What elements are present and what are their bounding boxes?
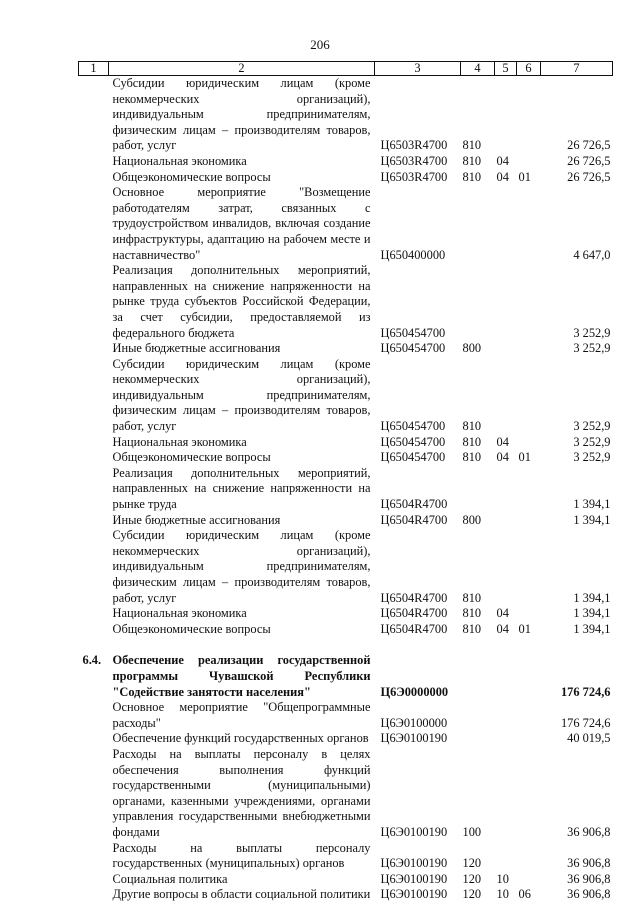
- row-expense-type-cell: 810: [462, 450, 482, 465]
- row-section-cell: 04: [496, 434, 509, 449]
- row-name-cell: Субсидии юридическим лицам (кроме некоммерческих организаций), индивидуальным предпринимателям, физическим лицам – производителям товаров, работ, услуг: [112, 528, 371, 605]
- row-section-cell: [495, 841, 517, 872]
- row-name-cell: Обеспечение функций государственных органов: [112, 731, 369, 746]
- header-row: [79, 62, 613, 76]
- row-amount-cell: 26 726,5: [567, 153, 611, 168]
- header-col-5: 5: [495, 62, 517, 76]
- table-row: [79, 731, 613, 747]
- table-row: [79, 357, 613, 435]
- row-code-cell: Ц6503R4700: [380, 169, 448, 184]
- row-amount-cell: 3 252,9: [573, 450, 611, 465]
- row-number-cell: [79, 622, 109, 638]
- row-section-cell: [495, 263, 517, 341]
- row-subsection-cell: 01: [518, 621, 531, 636]
- table-row: [79, 76, 613, 154]
- row-name-cell: Субсидии юридическим лицам (кроме некоммерческих организаций), индивидуальным предпринимателям, физическим лицам – производителям товаров, работ, услуг: [112, 76, 371, 153]
- spacer-cell: [79, 637, 613, 653]
- row-code-cell: Ц650454700: [380, 434, 446, 449]
- row-expense-type-cell: [461, 466, 495, 513]
- table-row: [79, 450, 613, 466]
- row-section-cell: [495, 76, 517, 154]
- row-subsection-cell: [517, 466, 541, 513]
- row-subsection-cell: [517, 872, 541, 888]
- row-amount-cell: 1 394,1: [573, 512, 611, 527]
- row-number-cell: [79, 341, 109, 357]
- row-section-cell: [495, 185, 517, 263]
- row-subsection-cell: [517, 841, 541, 872]
- row-expense-type-cell: [461, 731, 495, 747]
- row-name-cell: Основное мероприятие "Возмещение работодателям затрат, связанных с трудоустройством инвалидов, включая создание инфраструктуры, адаптацию на рабочем месте и наставничество": [112, 185, 371, 262]
- row-code-cell: Ц6Э0100190: [380, 856, 448, 871]
- row-code-cell: Ц6504R4700: [380, 621, 448, 636]
- row-name-cell: Общеэкономические вопросы: [112, 169, 271, 184]
- row-amount-cell: 1 394,1: [573, 497, 611, 512]
- row-code-cell: Ц6504R4700: [380, 590, 448, 605]
- row-amount-cell: 36 906,8: [567, 824, 611, 839]
- row-name-cell: Основное мероприятие "Общепрограммные расходы": [112, 700, 371, 730]
- row-subsection-cell: [517, 357, 541, 435]
- row-code-cell: Ц6Э0000000: [380, 684, 449, 699]
- row-section-cell: [495, 513, 517, 529]
- row-code-cell: Ц6Э0100190: [380, 824, 448, 839]
- row-amount-cell: 26 726,5: [567, 138, 611, 153]
- row-number-cell: [79, 154, 109, 170]
- row-expense-type-cell: 100: [462, 824, 482, 839]
- row-number-cell: [79, 357, 109, 435]
- row-subsection-cell: [517, 185, 541, 263]
- row-expense-type-cell: 120: [462, 871, 482, 886]
- header-col-1: 1: [79, 62, 109, 76]
- row-expense-type-cell: [461, 263, 495, 341]
- row-expense-type-cell: 810: [462, 419, 482, 434]
- row-code-cell: Ц650454700: [380, 450, 446, 465]
- row-number-cell: [79, 263, 109, 341]
- row-name-cell: Реализация дополнительных мероприятий, направленных на снижение напряженности на рынке труда: [112, 465, 371, 512]
- row-section-cell: [495, 731, 517, 747]
- row-section-cell: 04: [496, 169, 509, 184]
- row-name-cell: Другие вопросы в области социальной политики: [112, 887, 371, 902]
- row-code-cell: Ц6Э0100190: [380, 731, 448, 746]
- table-body: [79, 76, 613, 903]
- row-amount-cell: 1 394,1: [573, 621, 611, 636]
- row-expense-type-cell: 810: [462, 434, 482, 449]
- row-number-cell: [79, 606, 109, 622]
- row-name-cell: Национальная экономика: [112, 434, 247, 449]
- row-expense-type-cell: [461, 700, 495, 731]
- row-expense-type-cell: 800: [462, 341, 482, 356]
- row-number-cell: 6.4.: [82, 653, 102, 668]
- row-amount-cell: 3 252,9: [573, 434, 611, 449]
- row-subsection-cell: [517, 700, 541, 731]
- row-name-cell: Реализация дополнительных мероприятий, направленных на снижение напряженности на рынке труда субъектов Российской Федерации, за счет субсидии, предоставляемой из федерального бюджета: [112, 263, 371, 340]
- table-row: [79, 887, 613, 903]
- table-row: [79, 606, 613, 622]
- table-row: [79, 528, 613, 606]
- table-row: [79, 622, 613, 638]
- table-row: [79, 466, 613, 513]
- row-expense-type-cell: 810: [462, 590, 482, 605]
- budget-table-container: [78, 61, 612, 903]
- table-header: [79, 62, 613, 76]
- header-col-4: 4: [461, 62, 495, 76]
- row-name-cell: Общеэкономические вопросы: [112, 450, 271, 465]
- table-row: [79, 170, 613, 186]
- table-row: [79, 435, 613, 451]
- row-subsection-cell: [517, 76, 541, 154]
- row-number-cell: [79, 466, 109, 513]
- row-code-cell: Ц650400000: [380, 247, 446, 262]
- row-section-cell: 04: [496, 606, 509, 621]
- row-subsection-cell: [517, 341, 541, 357]
- page-number: 206: [310, 37, 330, 52]
- row-section-cell: 10: [496, 887, 509, 902]
- row-name-cell: Социальная политика: [112, 871, 228, 886]
- row-amount-cell: 1 394,1: [573, 590, 611, 605]
- row-section-cell: 04: [496, 450, 509, 465]
- header-col-3: 3: [375, 62, 461, 76]
- row-subsection-cell: [517, 653, 541, 700]
- row-amount-cell: 176 724,6: [560, 684, 611, 699]
- row-name-cell: Иные бюджетные ассигнования: [112, 341, 281, 356]
- table-row: [79, 700, 613, 731]
- row-subsection-cell: [517, 435, 541, 451]
- row-subsection-cell: [517, 747, 541, 841]
- row-subsection-cell: 01: [518, 450, 531, 465]
- row-section-cell: 04: [496, 153, 509, 168]
- budget-table: [78, 61, 613, 903]
- row-section-cell: [495, 528, 517, 606]
- table-row: [79, 154, 613, 170]
- row-code-cell: Ц6504R4700: [380, 512, 448, 527]
- row-amount-cell: 3 252,9: [573, 341, 611, 356]
- row-code-cell: Ц6Э0100190: [380, 871, 448, 886]
- row-amount-cell: 3 252,9: [573, 419, 611, 434]
- row-expense-type-cell: 810: [462, 621, 482, 636]
- row-section-cell: [495, 357, 517, 435]
- table-row: [79, 747, 613, 841]
- row-number-cell: [79, 528, 109, 606]
- row-name-cell: Субсидии юридическим лицам (кроме некоммерческих организаций), индивидуальным предпринимателям, физическим лицам – производителям товаров, работ, услуг: [112, 356, 371, 434]
- row-name-cell: Обеспечение реализации государственной программы Чувашской Республики "Содействие занятости населения": [112, 653, 371, 699]
- row-code-cell: Ц6503R4700: [380, 138, 448, 153]
- row-code-cell: Ц6Э0100000: [380, 715, 448, 730]
- row-number-cell: [79, 872, 109, 888]
- header-col-7: 7: [541, 62, 613, 76]
- row-number-cell: [79, 76, 109, 154]
- row-section-cell: [495, 747, 517, 841]
- row-subsection-cell: 06: [518, 887, 531, 902]
- row-subsection-cell: [517, 606, 541, 622]
- row-name-cell: Общеэкономические вопросы: [112, 621, 271, 636]
- row-amount-cell: 36 906,8: [567, 887, 611, 902]
- row-number-cell: [79, 700, 109, 731]
- row-amount-cell: 36 906,8: [567, 856, 611, 871]
- row-number-cell: [79, 887, 109, 903]
- row-expense-type-cell: 810: [462, 138, 482, 153]
- row-section-cell: [495, 466, 517, 513]
- table-row: [79, 872, 613, 888]
- row-amount-cell: 26 726,5: [567, 169, 611, 184]
- table-row: [79, 513, 613, 529]
- row-name-cell: Национальная экономика: [112, 153, 247, 168]
- row-number-cell: [79, 170, 109, 186]
- table-row: [79, 341, 613, 357]
- table-row: [79, 653, 613, 700]
- row-amount-cell: 40 019,5: [567, 731, 611, 746]
- row-number-cell: [79, 185, 109, 263]
- table-row: [79, 185, 613, 263]
- row-section-cell: [495, 653, 517, 700]
- row-subsection-cell: [517, 513, 541, 529]
- row-number-cell: [79, 513, 109, 529]
- row-amount-cell: 176 724,6: [560, 715, 611, 730]
- row-amount-cell: 1 394,1: [573, 606, 611, 621]
- row-number-cell: [79, 841, 109, 872]
- row-subsection-cell: [517, 528, 541, 606]
- row-number-cell: [79, 435, 109, 451]
- row-name-cell: Расходы на выплаты персоналу в целях обеспечения выполнения функций государственными (муниципальными) органами, казенными учреждениями, органами управления государственными внебюджетными фондами: [112, 746, 371, 839]
- row-expense-type-cell: [461, 653, 495, 700]
- row-subsection-cell: 01: [518, 169, 531, 184]
- row-number-cell: [79, 747, 109, 841]
- row-name-cell: Расходы на выплаты персоналу государственных (муниципальных) органов: [112, 840, 371, 871]
- row-section-cell: 04: [496, 621, 509, 636]
- row-amount-cell: 3 252,9: [573, 325, 611, 340]
- header-col-2: 2: [109, 62, 375, 76]
- row-code-cell: Ц6504R4700: [380, 497, 448, 512]
- row-expense-type-cell: 800: [462, 512, 482, 527]
- row-name-cell: Иные бюджетные ассигнования: [112, 512, 281, 527]
- row-code-cell: Ц650454700: [380, 419, 446, 434]
- row-expense-type-cell: 120: [462, 887, 482, 902]
- spacer-row: [79, 637, 613, 653]
- row-code-cell: Ц6503R4700: [380, 153, 448, 168]
- row-amount-cell: 4 647,0: [573, 247, 611, 262]
- row-name-cell: Национальная экономика: [112, 606, 247, 621]
- row-number-cell: [79, 450, 109, 466]
- row-section-cell: [495, 341, 517, 357]
- row-section-cell: 10: [496, 871, 509, 886]
- row-amount-cell: 36 906,8: [567, 871, 611, 886]
- row-subsection-cell: [517, 263, 541, 341]
- row-number-cell: [79, 731, 109, 747]
- table-row: [79, 841, 613, 872]
- row-expense-type-cell: 810: [462, 169, 482, 184]
- row-expense-type-cell: 810: [462, 606, 482, 621]
- row-subsection-cell: [517, 731, 541, 747]
- row-expense-type-cell: 120: [462, 856, 482, 871]
- row-code-cell: Ц650454700: [380, 325, 446, 340]
- row-expense-type-cell: [461, 185, 495, 263]
- row-code-cell: Ц6Э0100190: [380, 887, 448, 902]
- table-row: [79, 263, 613, 341]
- row-subsection-cell: [517, 154, 541, 170]
- header-col-6: 6: [517, 62, 541, 76]
- row-expense-type-cell: 810: [462, 153, 482, 168]
- row-code-cell: Ц650454700: [380, 341, 446, 356]
- row-code-cell: Ц6504R4700: [380, 606, 448, 621]
- row-section-cell: [495, 700, 517, 731]
